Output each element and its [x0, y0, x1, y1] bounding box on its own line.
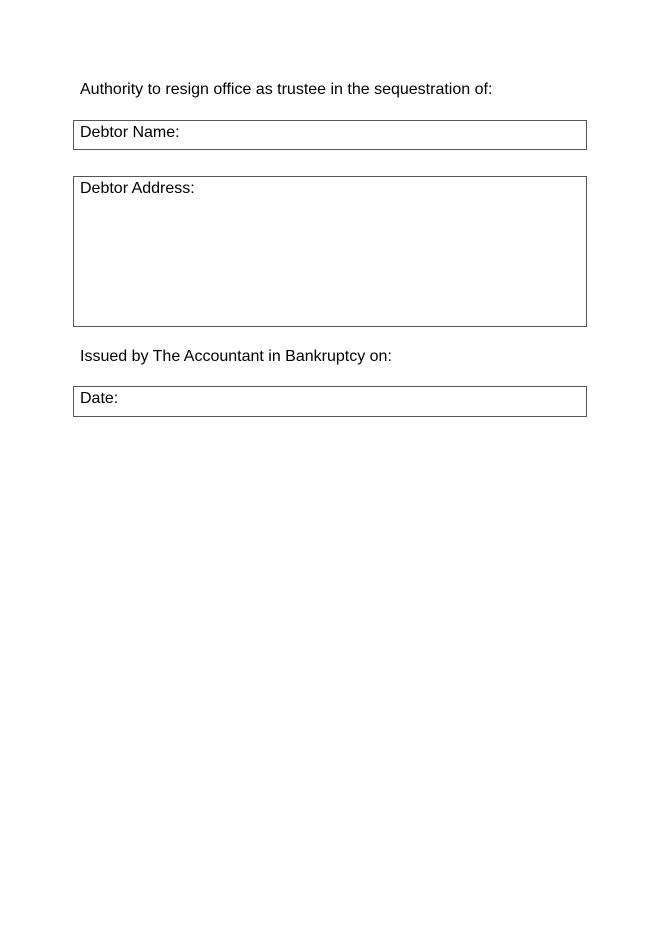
- debtor-address-label: Debtor Address:: [80, 180, 195, 197]
- debtor-address-field[interactable]: [73, 176, 587, 327]
- debtor-name-field[interactable]: [73, 120, 587, 150]
- date-field[interactable]: [73, 386, 587, 417]
- debtor-name-label: Debtor Name:: [80, 124, 180, 141]
- intro-statement: Authority to resign office as trustee in the sequestration of:: [80, 81, 493, 98]
- date-label: Date:: [80, 390, 119, 407]
- issued-by-statement: Issued by The Accountant in Bankruptcy on:: [80, 348, 392, 365]
